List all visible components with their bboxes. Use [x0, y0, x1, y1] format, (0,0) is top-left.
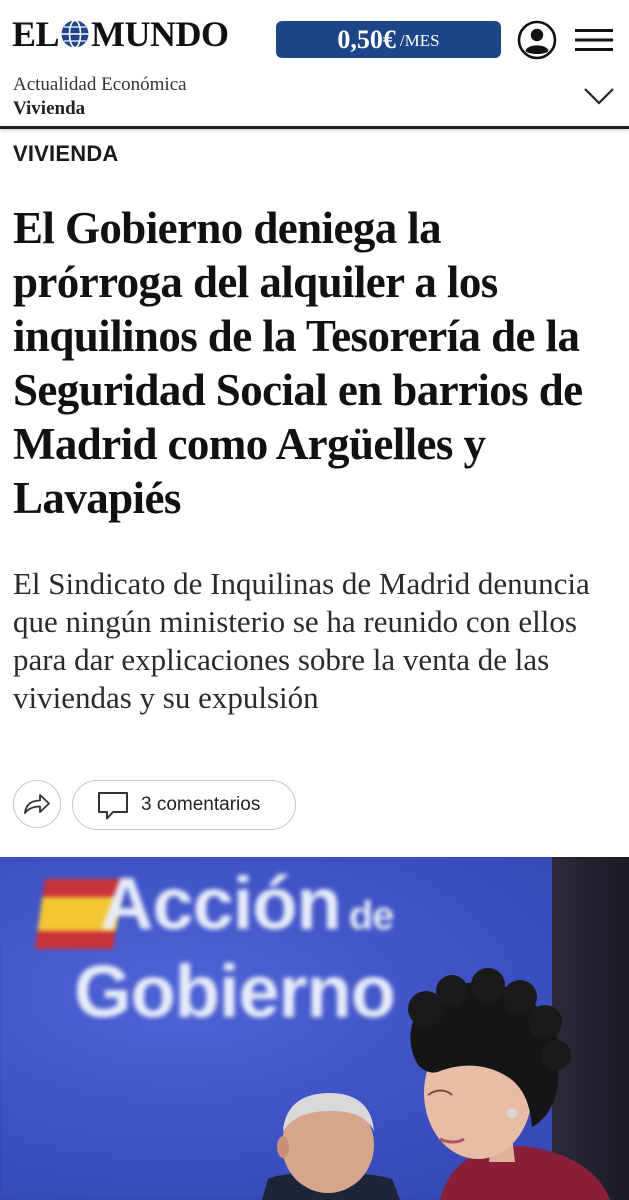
sign-accion: Acción: [100, 862, 341, 945]
subscribe-price: 0,50€: [337, 24, 396, 54]
logo-text-right: MUNDO: [91, 14, 229, 54]
subscribe-button[interactable]: [276, 21, 501, 58]
el-mundo-logo[interactable]: [12, 14, 229, 54]
hamburger-menu-icon[interactable]: [575, 28, 613, 52]
share-button[interactable]: [13, 780, 61, 828]
top-bar: [0, 0, 629, 69]
article-standfirst: El Sindicato de Inquilinas de Madrid denuncia que ningún ministerio se ha reunido con ellos para dar explicaciones sobre la venta de las viviendas y su expulsión: [13, 566, 590, 715]
share-icon: [22, 792, 52, 816]
sign-de: de: [348, 894, 394, 938]
photo-people: [0, 857, 629, 1200]
chevron-down-icon[interactable]: [583, 86, 615, 106]
user-icon[interactable]: [517, 20, 557, 60]
logo-text-left: EL: [12, 14, 60, 54]
article-kicker[interactable]: VIVIENDA: [13, 141, 119, 166]
woman-figure: [408, 968, 610, 1200]
section-parent-link[interactable]: Actualidad Económica: [13, 74, 187, 95]
section-current: Vivienda: [13, 98, 86, 119]
comments-button[interactable]: [72, 780, 296, 830]
comment-icon: [97, 789, 129, 821]
article-photo[interactable]: [0, 857, 629, 1200]
article-headline: El Gobierno deniega la prórroga del alquiler a los inquilinos de la Tesorería de la Seguridad Social en barrios de Madrid como Argüelles y Lavapiés: [13, 203, 583, 523]
globe-icon: [60, 19, 90, 49]
comments-count: 3 comentarios: [141, 794, 261, 815]
subscribe-period: /MES: [399, 30, 440, 50]
section-nav[interactable]: [0, 68, 629, 129]
photo-sign-line2: Gobierno: [74, 950, 395, 1033]
man-figure: [262, 1093, 400, 1200]
